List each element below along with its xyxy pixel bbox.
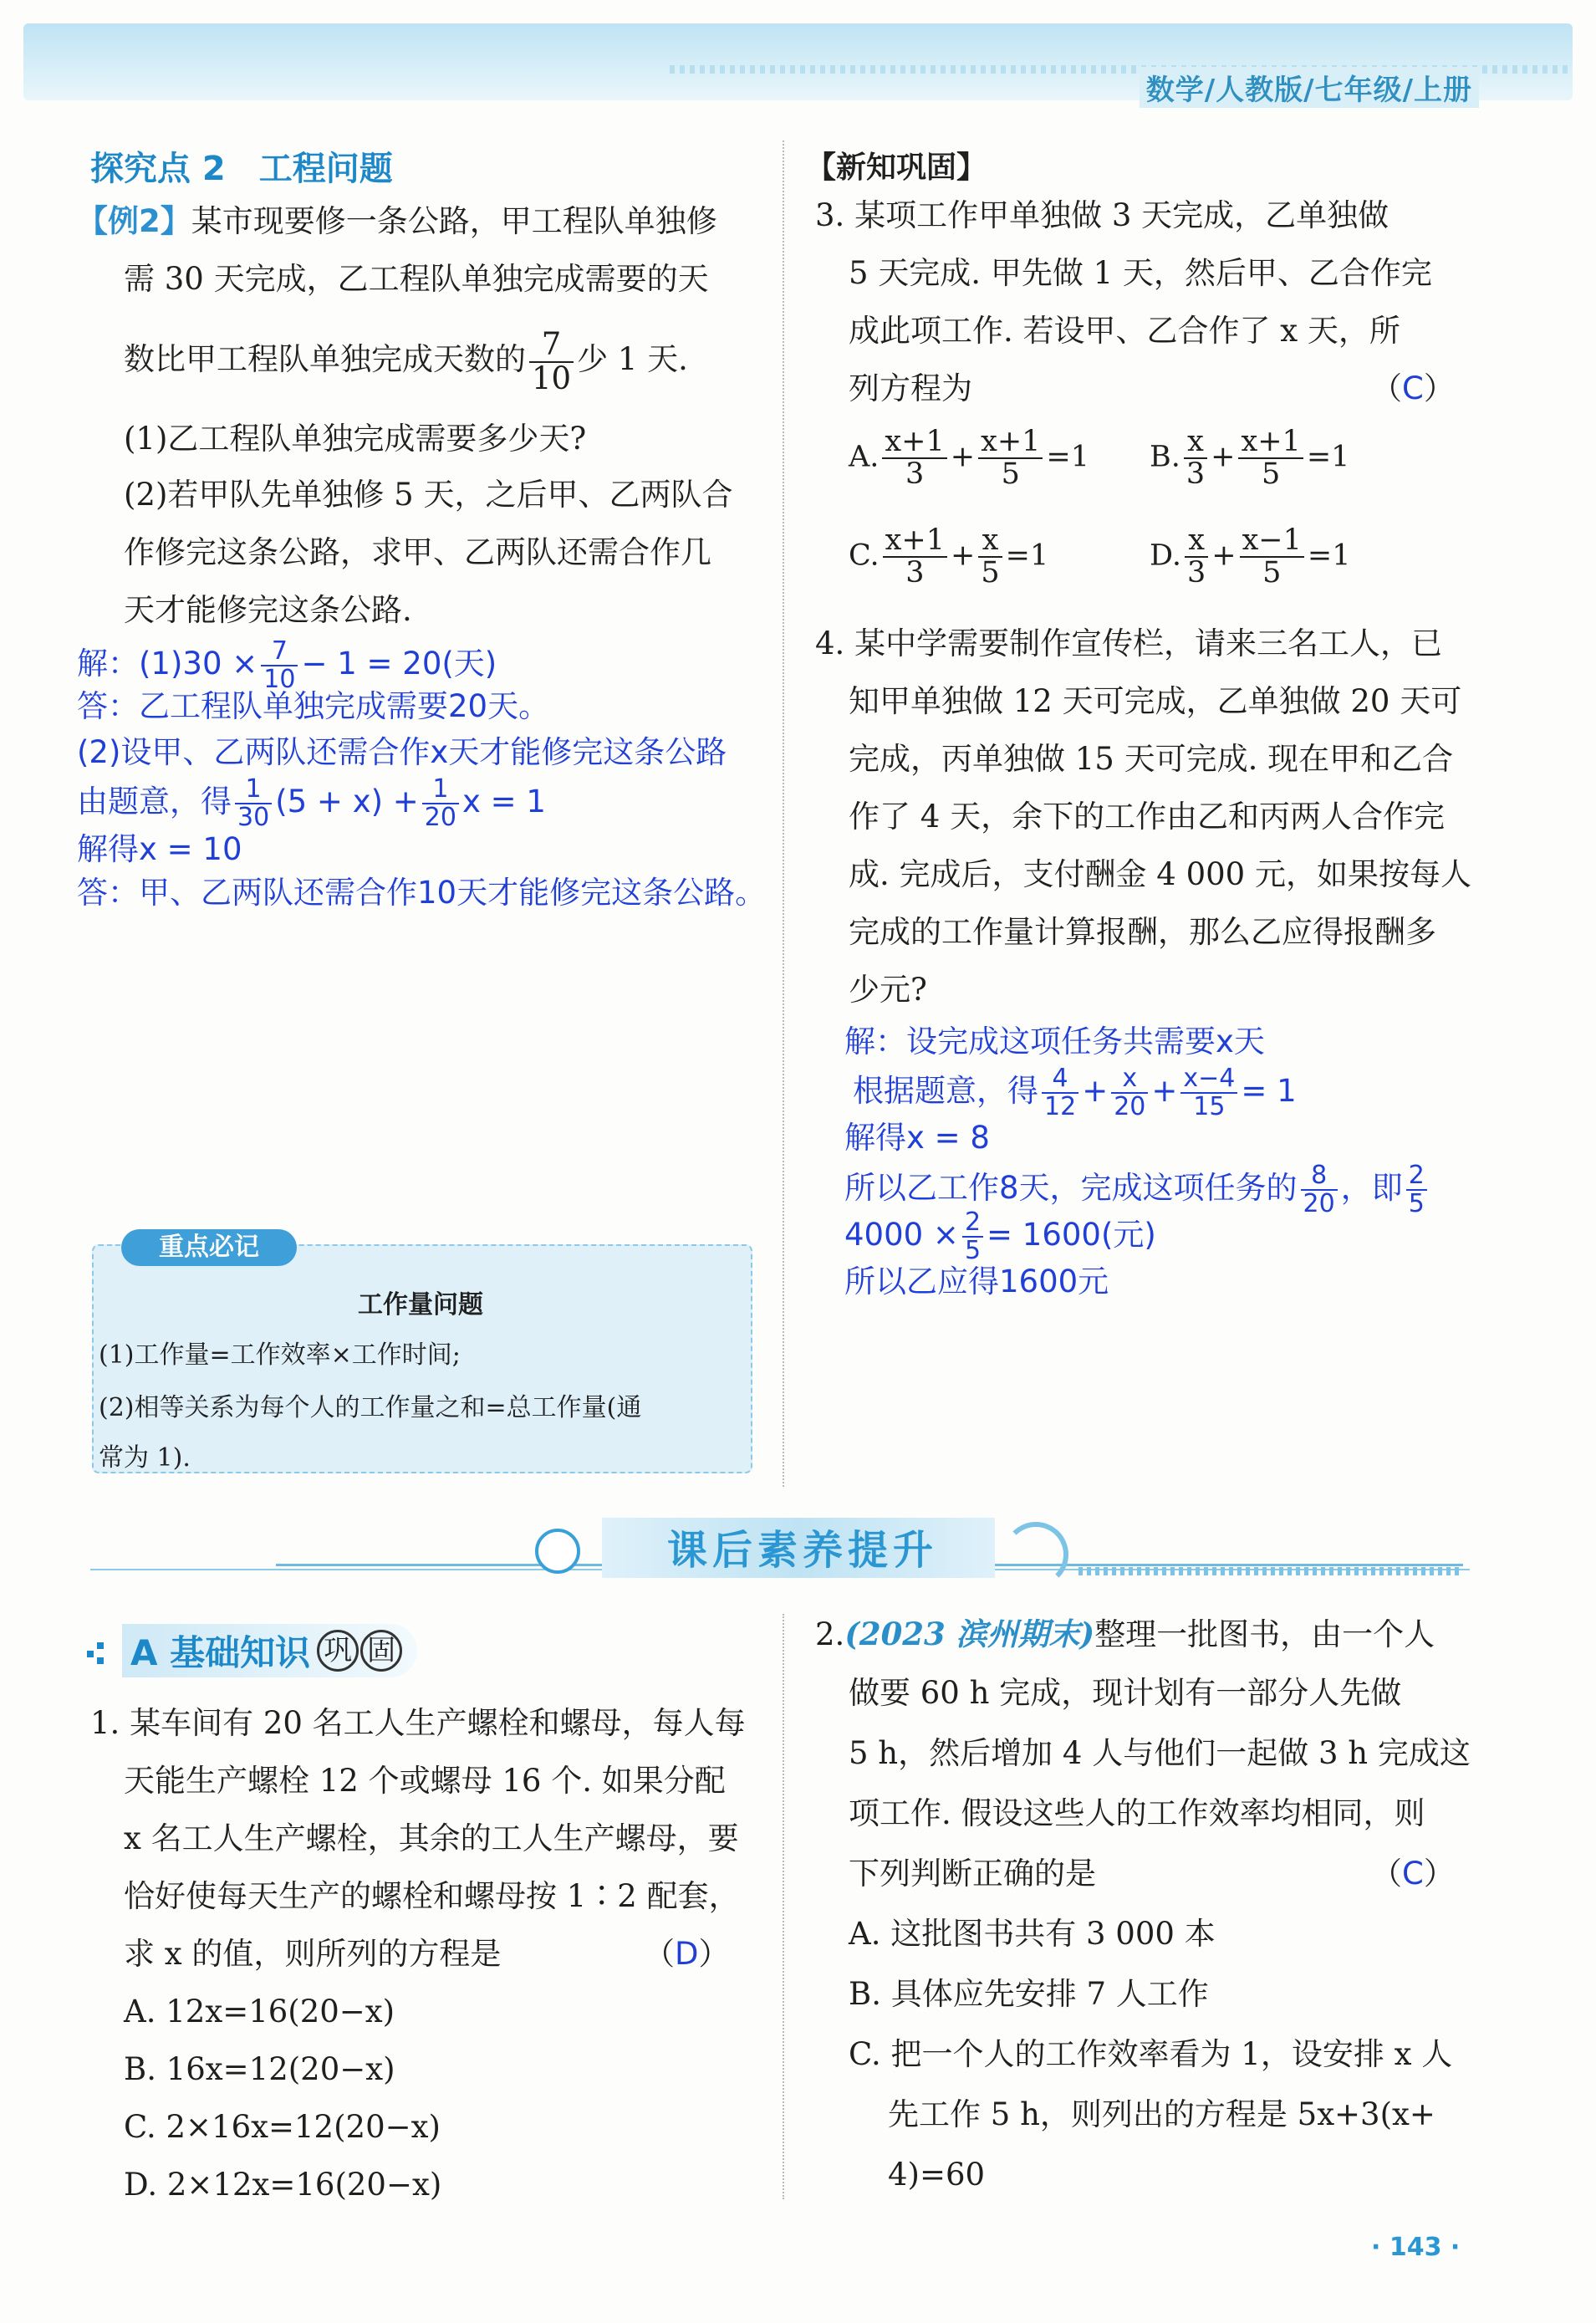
q2-option-a: A. 这批图书共有 3 000 本 xyxy=(849,1916,1216,1952)
section-title-new-knowledge: 【新知巩固】 xyxy=(806,151,987,185)
example-2-answer-line3: (2)设甲、乙两队还需合作x天才能修完这条公路 xyxy=(77,734,727,770)
q1-line3: x 名工人生产螺栓，其余的工人生产螺母，要 xyxy=(124,1820,739,1856)
q3-line2: 5 天完成. 甲先做 1 天，然后甲、乙合作完 xyxy=(849,255,1432,291)
keypoint-badge: 重点必记 xyxy=(121,1229,297,1266)
q1-line4: 恰好使每天生产的螺栓和螺母按 1∶2 配套， xyxy=(124,1878,740,1914)
q4-answer-line5: 4000 × $\frac{2}{5}$ = 1600(元) xyxy=(844,1207,1156,1265)
example-2-line2: 需 30 天完成，乙工程队单独完成需要的天 xyxy=(124,261,709,297)
q1-option-b: B. 16x=12(20−x) xyxy=(124,2051,395,2087)
q4-line4: 作了 4 天，余下的工作由乙和丙两人合作完 xyxy=(849,799,1446,835)
q1-answer-bracket: （D） xyxy=(644,1936,730,1972)
q3-line1: 3. 某项工作甲单独做 3 天完成，乙单独做 xyxy=(815,197,1389,233)
keypoint-line1: (1)工作量=工作效率×工作时间; xyxy=(99,1340,461,1370)
example-2-answer-line2: 答：乙工程队单独完成需要20天。 xyxy=(77,688,550,724)
circle-char-gu: 固 xyxy=(360,1630,402,1672)
q2-option-c-line2: 先工作 5 h，则列出的方程是 5x+3(x+ xyxy=(888,2096,1435,2132)
example-2-line3: 数比甲工程队单独完成天数的 $\frac{7}{10}$ 少 1 天. xyxy=(124,325,688,396)
q1-line1: 1. 某车间有 20 名工人生产螺栓和螺母，每人每 xyxy=(90,1705,746,1741)
q2-answer: C xyxy=(1402,1856,1424,1892)
q3-option-a: A. $\frac{x+1}{3}$ + $\frac{x+1}{5}$ =1 xyxy=(849,425,1090,491)
keypoint-title: 工作量问题 xyxy=(358,1290,483,1320)
banner-arc-icon xyxy=(1003,1522,1068,1587)
keypoint-line3: 常为 1). xyxy=(99,1443,191,1473)
banner-ring-icon xyxy=(535,1529,580,1574)
section-title-explore-2: 探究点 2 工程问题 xyxy=(90,150,393,188)
q2-option-c-line3: 4)=60 xyxy=(888,2157,986,2193)
q4-answer-line4: 所以乙工作8天，完成这项任务的 $\frac{8}{20}$ ，即 $\frac{2}{5}$ xyxy=(844,1162,1430,1217)
column-divider xyxy=(783,140,784,1487)
keypoint-line2: (2)相等关系为每个人的工作量之和=总工作量(通 xyxy=(99,1393,642,1422)
header-title: 数学/人教版/七年级/上册 xyxy=(1140,67,1479,108)
q4-line3: 完成，丙单独做 15 天可完成. 现在甲和乙合 xyxy=(849,741,1454,777)
q2-line2: 做要 60 h 完成，现计划有一部分人先做 xyxy=(849,1675,1402,1711)
q1-line2: 天能生产螺栓 12 个或螺母 16 个. 如果分配 xyxy=(124,1763,726,1799)
q4-answer-line2: 根据题意，得 $\frac{4}{12}$ + $\frac{x}{20}$ + $\frac{x-4}{15}$ = 1 xyxy=(853,1064,1297,1121)
q3-option-c: C. $\frac{x+1}{3}$ + $\frac{x}{5}$ =1 xyxy=(849,523,1049,590)
q2-line1: 2.(2023 滨州期末)整理一批图书，由一个人 xyxy=(815,1616,1435,1652)
section-a-dots-icon xyxy=(87,1641,109,1662)
q4-answer-line6: 所以乙应得1600元 xyxy=(844,1264,1109,1299)
example-2-answer-line4: 由题意，得 $\frac{1}{30}$ (5 + x) + $\frac{1}{20}$ x = 1 xyxy=(77,774,546,832)
fraction-7-10: $\frac{7}{10}$ xyxy=(529,329,574,396)
q1-answer: D xyxy=(675,1936,699,1972)
q3-answer-bracket: （C） xyxy=(1371,370,1455,406)
q2-line3: 5 h，然后增加 4 人与他们一起做 3 h 完成这 xyxy=(849,1735,1471,1771)
q4-line7: 少元? xyxy=(849,972,927,1008)
q2-line4: 项工作. 假设这些人的工作效率均相同，则 xyxy=(849,1795,1425,1831)
page-number: · 143 · xyxy=(1371,2233,1461,2262)
q2-line5: 下列判断正确的是 xyxy=(849,1856,1096,1892)
section-a-label: A 基础知识 巩 固 xyxy=(122,1624,417,1677)
q4-line1: 4. 某中学需要制作宣传栏，请来三名工人，已 xyxy=(815,625,1443,661)
q2-option-c-line1: C. 把一个人的工作效率看为 1，设安排 x 人 xyxy=(849,2036,1453,2072)
example-2-tag: 【例2】 xyxy=(77,203,191,239)
banner-title: 课后素养提升 xyxy=(666,1527,938,1574)
q1-option-d: D. 2×12x=16(20−x) xyxy=(124,2167,442,2203)
example-2-answer-line6: 答：甲、乙两队还需合作10天才能修完这条公路。 xyxy=(77,875,767,911)
q4-line5: 成. 完成后，支付酬金 4 000 元，如果按每人 xyxy=(849,856,1471,892)
example-2-question-2-line2: 作修完这条公路，求甲、乙两队还需合作几 xyxy=(124,534,711,570)
example-2-question-2-line3: 天才能修完这条公路. xyxy=(124,592,412,628)
example-2-question-1: (1)乙工程队单独完成需要多少天? xyxy=(124,421,587,457)
q2-option-b: B. 具体应先安排 7 人工作 xyxy=(849,1976,1209,2012)
q3-line4: 列方程为 xyxy=(849,370,972,406)
q1-option-a: A. 12x=16(20−x) xyxy=(124,1994,395,2029)
q3-option-b: B. $\frac{x}{3}$ + $\frac{x+1}{5}$ =1 xyxy=(1150,425,1350,491)
q4-line6: 完成的工作量计算报酬，那么乙应得报酬多 xyxy=(849,914,1436,950)
q1-line5: 求 x 的值，则所列的方程是 xyxy=(124,1936,502,1972)
q3-answer: C xyxy=(1402,370,1424,406)
q4-answer-line1: 解：设完成这项任务共需要x天 xyxy=(844,1024,1265,1059)
q4-line2: 知甲单独做 12 天可完成，乙单独做 20 天可 xyxy=(849,683,1462,719)
banner-dots xyxy=(1078,1567,1463,1575)
q4-answer-line3: 解得x = 8 xyxy=(844,1120,990,1156)
example-2-answer-line5: 解得x = 10 xyxy=(77,831,242,867)
q3-option-d: D. $\frac{x}{3}$ + $\frac{x-1}{5}$ =1 xyxy=(1150,523,1351,590)
example-2-question-2-line1: (2)若甲队先单独修 5 天，之后甲、乙两队合 xyxy=(124,477,733,513)
q2-answer-bracket: （C） xyxy=(1371,1856,1455,1892)
q2-source: (2023 滨州期末) xyxy=(844,1616,1095,1652)
q3-line3: 成此项工作. 若设甲、乙合作了 x 天，所 xyxy=(849,313,1400,349)
q1-option-c: C. 2×16x=12(20−x) xyxy=(124,2109,441,2145)
bottom-column-divider xyxy=(783,1614,784,2199)
example-2-line1: 【例2】某市现要修一条公路，甲工程队单独修 xyxy=(77,203,717,239)
circle-char-gong: 巩 xyxy=(317,1630,359,1672)
example-2-answer-line1: 解：(1)30 × $\frac{7}{10}$ − 1 = 20(天) xyxy=(77,636,497,694)
